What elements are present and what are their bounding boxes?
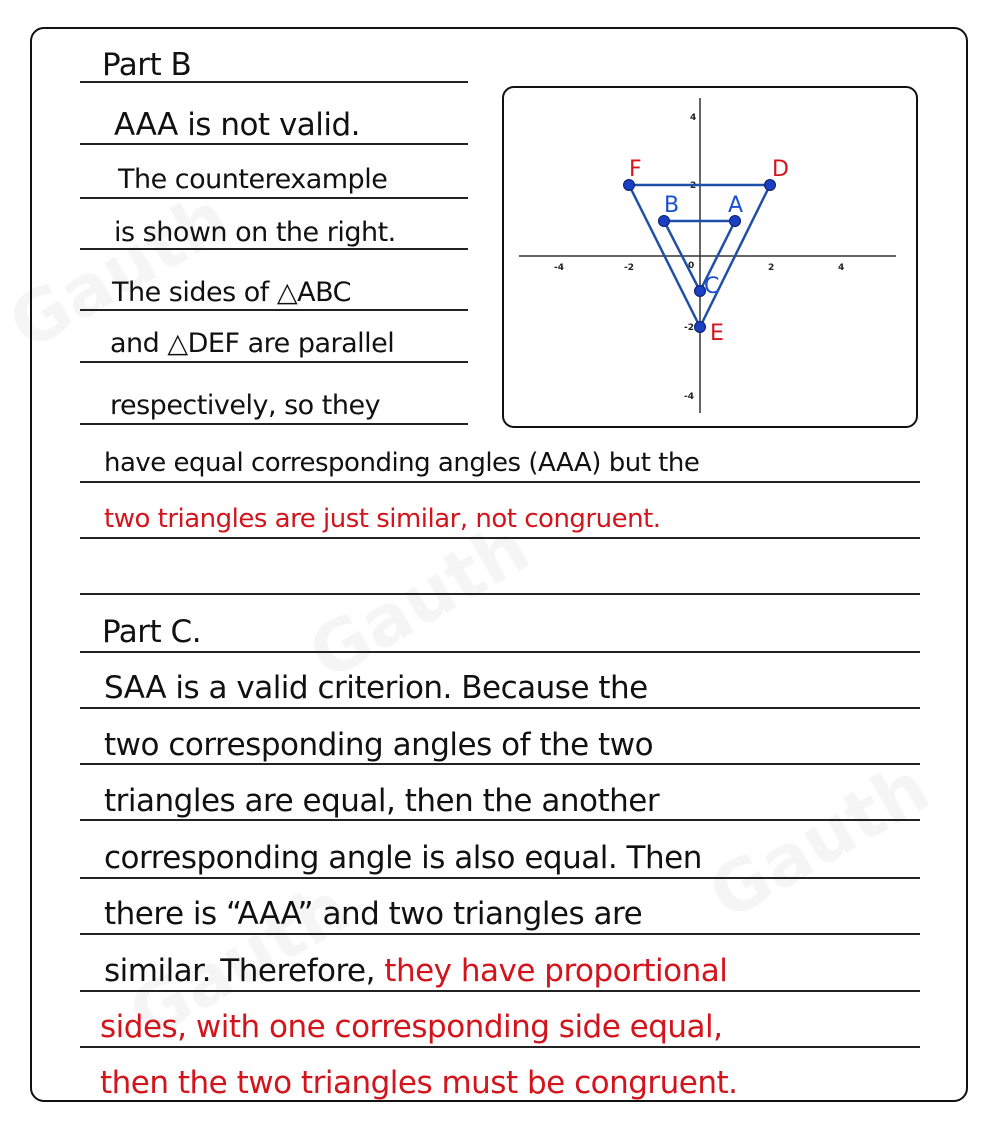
x-tick: 0 bbox=[688, 261, 695, 271]
part-c-line: there is “AAA” and two triangles are bbox=[104, 896, 643, 932]
part-b-line: AAA is not valid. bbox=[114, 107, 361, 143]
part-b-heading: Part B bbox=[102, 47, 192, 83]
part-b-line: The sides of △ABC bbox=[112, 277, 352, 308]
label-e: E bbox=[710, 321, 724, 346]
part-b-line: is shown on the right. bbox=[114, 217, 396, 248]
part-c-conclusion: sides, with one corresponding side equal, bbox=[100, 1009, 723, 1045]
part-c-line: triangles are equal, then the another bbox=[104, 783, 660, 819]
label-d: D bbox=[772, 157, 789, 182]
part-c-conclusion: then the two triangles must be congruent. bbox=[100, 1065, 738, 1101]
x-tick: -4 bbox=[554, 263, 564, 273]
part-b-line: and △DEF are parallel bbox=[110, 328, 395, 359]
part-c-black-segment: similar. Therefore, bbox=[104, 953, 375, 989]
y-tick: 4 bbox=[690, 113, 697, 123]
part-c-line: corresponding angle is also equal. Then bbox=[104, 840, 702, 876]
part-b-conclusion: two triangles are just similar, not congruent. bbox=[104, 504, 661, 534]
part-c-line: two corresponding angles of the two bbox=[104, 727, 654, 763]
x-tick: -2 bbox=[624, 263, 634, 273]
part-c-heading: Part C. bbox=[102, 614, 202, 650]
y-tick: -2 bbox=[684, 323, 694, 333]
part-b-line: respectively, so they bbox=[110, 390, 381, 421]
part-c-mixed-line bbox=[104, 954, 727, 988]
part-c-red-segment: they have proportional bbox=[374, 953, 728, 989]
label-c: C bbox=[704, 274, 720, 299]
part-b-line: The counterexample bbox=[118, 164, 388, 195]
triangle-diagram bbox=[504, 88, 920, 430]
y-tick: 2 bbox=[690, 181, 697, 191]
part-b-line: have equal corresponding angles (AAA) but the bbox=[104, 448, 700, 478]
y-tick: -4 bbox=[684, 392, 694, 402]
x-tick: 2 bbox=[768, 263, 775, 273]
label-b: B bbox=[664, 193, 680, 218]
label-f: F bbox=[629, 157, 642, 182]
part-c-line: SAA is a valid criterion. Because the bbox=[104, 670, 648, 706]
coordinate-graph bbox=[502, 86, 918, 428]
x-tick: 4 bbox=[838, 263, 845, 273]
point-e bbox=[695, 322, 706, 333]
label-a: A bbox=[728, 193, 744, 218]
